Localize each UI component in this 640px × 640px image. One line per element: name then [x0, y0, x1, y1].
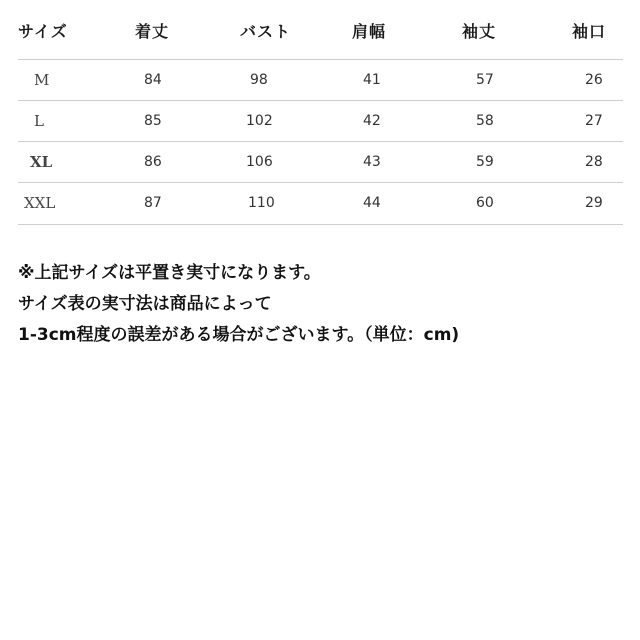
- cuff-cell: 28: [585, 154, 603, 170]
- header-cuff: 袖口: [572, 22, 607, 41]
- size-cell: XXL: [24, 194, 56, 212]
- table-header: [0, 18, 640, 46]
- length-cell: 87: [144, 195, 162, 211]
- table-divider: [18, 224, 623, 225]
- header-size: サイズ: [18, 22, 68, 41]
- bust-cell: 98: [250, 72, 268, 88]
- cuff-cell: 26: [585, 72, 603, 88]
- sleeve-cell: 59: [476, 154, 494, 170]
- table-row: [0, 142, 640, 182]
- header-length: 着丈: [135, 22, 170, 41]
- table-row: [0, 183, 640, 223]
- size-cell: M: [34, 71, 50, 89]
- table-row: [0, 101, 640, 141]
- cuff-cell: 29: [585, 195, 603, 211]
- shoulder-cell: 42: [363, 113, 381, 129]
- size-cell: XL: [30, 153, 53, 171]
- note-line: 1-3cm程度の誤差がある場合がございます。（単位：cm): [18, 325, 460, 345]
- size-notes: [18, 258, 618, 351]
- length-cell: 85: [144, 113, 162, 129]
- bust-cell: 102: [246, 113, 273, 129]
- sleeve-cell: 60: [476, 195, 494, 211]
- size-cell: L: [34, 112, 44, 130]
- shoulder-cell: 41: [363, 72, 381, 88]
- sleeve-cell: 58: [476, 113, 494, 129]
- bust-cell: 110: [248, 195, 275, 211]
- header-sleeve: 袖丈: [462, 22, 497, 41]
- table-row: [0, 60, 640, 100]
- note-line: サイズ表の実寸法は商品によって: [18, 294, 272, 314]
- shoulder-cell: 43: [363, 154, 381, 170]
- bust-cell: 106: [246, 154, 273, 170]
- header-shoulder: 肩幅: [352, 22, 387, 41]
- sleeve-cell: 57: [476, 72, 494, 88]
- note-line: ※上記サイズは平置き実寸になります。: [18, 263, 321, 283]
- length-cell: 86: [144, 154, 162, 170]
- header-bust: バスト: [240, 22, 292, 41]
- length-cell: 84: [144, 72, 162, 88]
- cuff-cell: 27: [585, 113, 603, 129]
- shoulder-cell: 44: [363, 195, 381, 211]
